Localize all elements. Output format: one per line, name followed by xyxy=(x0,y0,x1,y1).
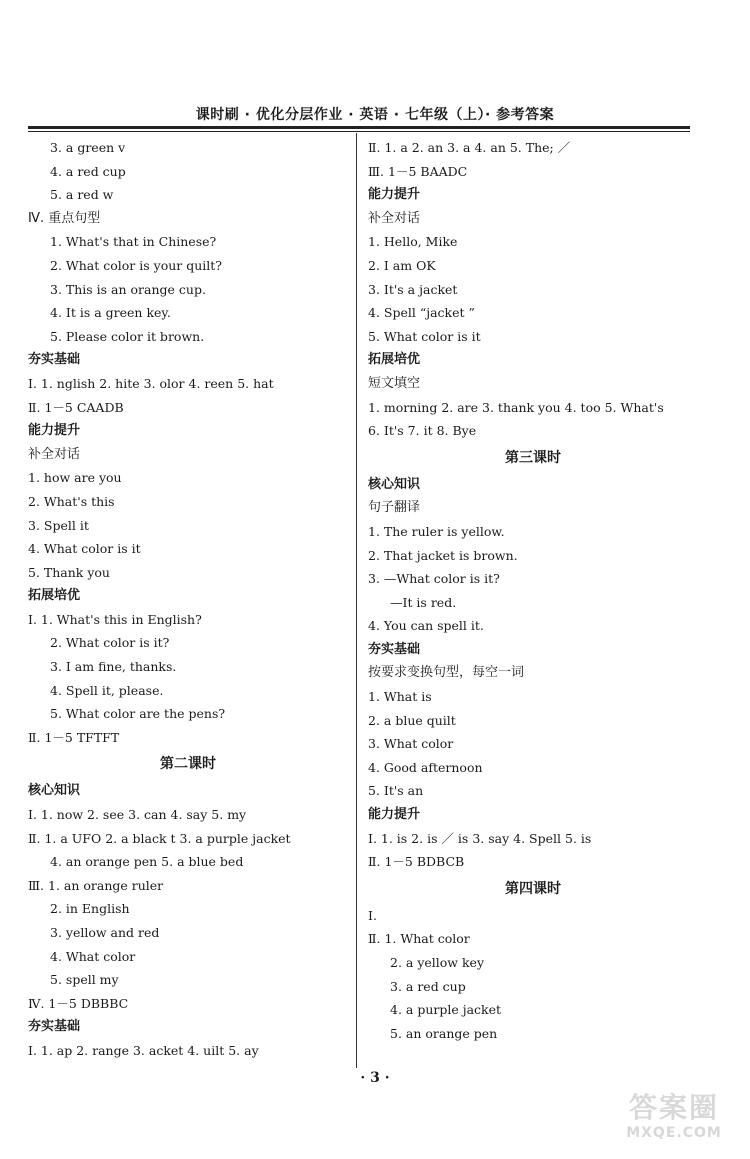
answer-line: 1. Hello, Mike xyxy=(368,234,458,250)
section-heading: 核心知识 xyxy=(28,783,81,799)
left-column xyxy=(28,136,348,1063)
answer-line: Ⅱ. 1. What color xyxy=(368,931,470,947)
column-divider xyxy=(356,133,357,1068)
answer-line: 5. spell my xyxy=(50,972,119,988)
answer-line: 3. —What color is it? xyxy=(368,571,500,587)
answer-line: 6. It's 7. it 8. Bye xyxy=(368,423,477,439)
answer-line: Ⅱ. 1－5 CAADB xyxy=(28,399,124,415)
subsection-heading: Ⅳ. 重点句型 xyxy=(28,210,101,226)
answer-line: 2. a yellow key xyxy=(390,955,485,970)
answer-line: Ⅰ. 1. now 2. see 3. can 4. say 5. my xyxy=(28,807,247,823)
answer-line: 2. I am OK xyxy=(368,257,436,273)
answer-line: 4. It is a green key. xyxy=(50,305,171,321)
answer-line: 5. It's an xyxy=(368,783,424,799)
subsection-heading: 补全对话 xyxy=(28,446,81,462)
section-heading: 拓展培优 xyxy=(28,588,81,604)
lesson-title: 第二课时 xyxy=(160,756,216,773)
section-heading: 夯实基础 xyxy=(28,1019,81,1035)
answer-line: 3. I am fine, thanks. xyxy=(50,659,177,675)
answer-line: 3. a red cup xyxy=(390,978,466,994)
answer-line: 3. This is an orange cup. xyxy=(50,281,206,297)
section-heading: 核心知识 xyxy=(368,476,421,492)
answer-line: 5. What color are the pens? xyxy=(50,706,226,722)
watermark-url: MXQE.COM xyxy=(626,1125,722,1141)
answer-line: 2. in English xyxy=(50,901,130,917)
answer-line: 5. What color is it xyxy=(368,328,481,344)
section-heading: 能力提升 xyxy=(368,807,421,823)
answer-line: 4. a red cup xyxy=(50,163,126,179)
answer-line: 4. an orange pen 5. a blue bed xyxy=(50,854,244,870)
answer-line: Ⅱ. 1. a UFO 2. a black t 3. a purple jacket xyxy=(28,830,291,846)
page-number: · 3 · xyxy=(360,1070,390,1086)
answer-line: Ⅱ. 1－5 BDBCB xyxy=(368,854,465,870)
answer-line: 2. What color is your quilt? xyxy=(50,257,222,273)
section-heading: 能力提升 xyxy=(28,423,81,439)
subsection-heading: 短文填空 xyxy=(368,375,421,391)
answer-line: Ⅲ. 1. an orange ruler xyxy=(28,877,164,893)
answer-line: 4. a purple jacket xyxy=(390,1002,502,1018)
answer-line: Ⅳ. 1－5 DBBBC xyxy=(28,995,129,1011)
answer-line: 4. Good afternoon xyxy=(368,759,483,775)
answer-line: Ⅰ. 1. is 2. is ／ is 3. say 4. Spell 5. is xyxy=(368,830,592,846)
answer-line: 5. a red w xyxy=(50,187,114,203)
answer-line: 2. a blue quilt xyxy=(368,712,456,728)
answer-line: 3. What color xyxy=(368,736,454,752)
answer-line: 4. What color is it xyxy=(28,541,141,557)
section-heading: 夯实基础 xyxy=(368,641,421,657)
section-heading: 能力提升 xyxy=(368,187,421,203)
answer-line: —It is red. xyxy=(390,594,457,610)
answer-line: Ⅰ. 1. nglish 2. hite 3. olor 4. reen 5. hat xyxy=(28,375,274,391)
answer-line: 3. yellow and red xyxy=(50,925,160,940)
answer-line: 4. Spell it, please. xyxy=(50,682,164,698)
answer-line: 2. What color is it? xyxy=(50,635,170,651)
answer-line: 5. Thank you xyxy=(28,564,110,580)
subsection-heading: 句子翻译 xyxy=(368,500,421,516)
answer-line: Ⅰ. 1. What's this in English? xyxy=(28,611,202,627)
header-rule-thin xyxy=(28,131,690,132)
answer-line: 5. an orange pen xyxy=(390,1025,498,1041)
answer-line: 3. It's a jacket xyxy=(368,281,458,297)
answer-line: Ⅰ. 1. ap 2. range 3. acket 4. uilt 5. ay xyxy=(28,1042,259,1058)
answer-line: 1. What's that in Chinese? xyxy=(50,234,217,250)
answer-line: 1. The ruler is yellow. xyxy=(368,523,505,539)
watermark-title: 答案圈 xyxy=(628,1091,719,1124)
watermark-logo xyxy=(604,1091,744,1153)
answer-line: 5. Please color it brown. xyxy=(50,328,205,344)
right-column xyxy=(368,136,698,1045)
answer-line: 4. What color xyxy=(50,948,136,964)
section-heading: 拓展培优 xyxy=(368,352,421,368)
answer-line: 2. What's this xyxy=(28,493,115,509)
answer-line: 1. morning 2. are 3. thank you 4. too 5. What's xyxy=(368,399,664,415)
answer-line: 2. That jacket is brown. xyxy=(368,547,518,563)
answer-line: 3. Spell it xyxy=(28,517,89,533)
subsection-heading: 补全对话 xyxy=(368,210,421,226)
page-header-title: 课时刷 · 优化分层作业 · 英语 · 七年级（上）· 参考答案 xyxy=(195,107,555,123)
answer-line: Ⅰ. xyxy=(368,907,377,923)
answer-line: 3. a green v xyxy=(50,140,126,155)
answer-line: Ⅲ. 1－5 BAADC xyxy=(368,163,468,179)
answer-line: Ⅱ. 1. a 2. an 3. a 4. an 5. The; ／ xyxy=(368,140,571,155)
header-rule-thick xyxy=(28,126,690,129)
answer-line: 4. You can spell it. xyxy=(368,618,484,634)
section-heading: 夯实基础 xyxy=(28,352,81,368)
answer-line: 1. how are you xyxy=(28,470,122,486)
lesson-title: 第四课时 xyxy=(505,880,561,897)
answer-line: Ⅱ. 1－5 TFTFT xyxy=(28,729,120,745)
subsection-heading: 按要求变换句型，每空一词 xyxy=(368,665,525,681)
lesson-title: 第三课时 xyxy=(505,449,561,466)
answer-line: 4. Spell “jacket ” xyxy=(368,305,475,321)
answer-line: 1. What is xyxy=(368,689,432,705)
